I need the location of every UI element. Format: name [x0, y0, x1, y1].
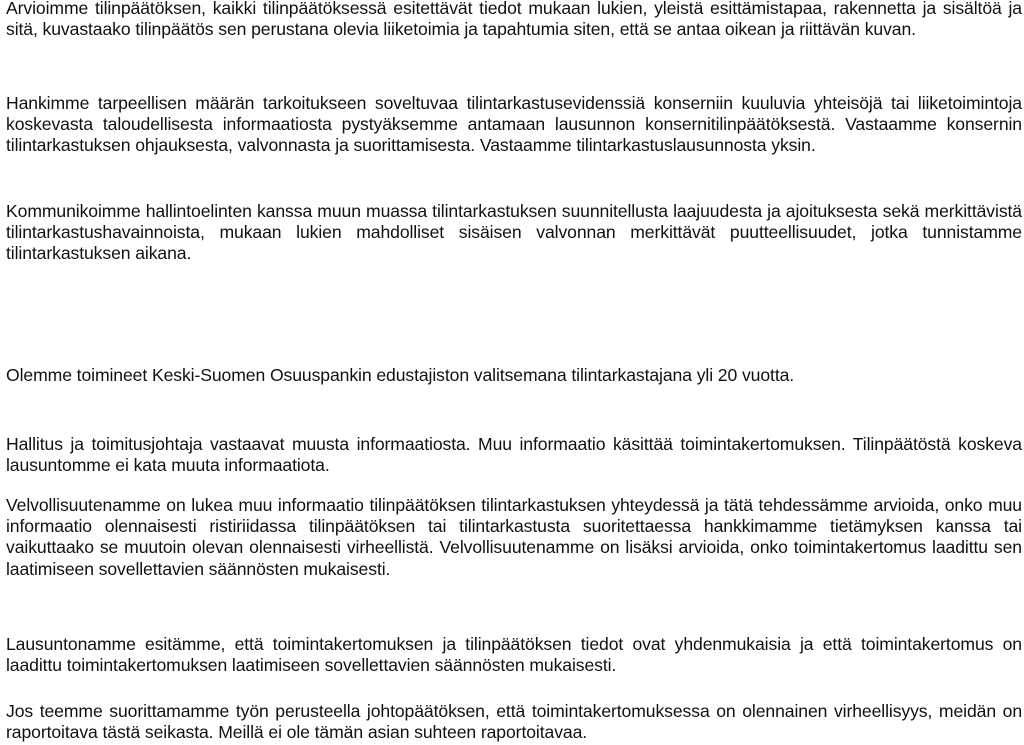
paragraph-other-information: Hallitus ja toimitusjohtaja vastaavat muusta informaatiosta. Muu informaatio käsittää toimintakertomuksen. Tilinpäätöstä koskeva lausuntomme ei kata muuta informaatiota.: [6, 434, 1022, 476]
paragraph-auditor-tenure: Olemme toimineet Keski-Suomen Osuuspankin edustajiston valitsemana tilintarkastajana yli 20 vuotta.: [6, 365, 795, 385]
paragraph-communication: Kommunikoimme hallintoelinten kanssa muun muassa tilintarkastuksen suunnitellusta laajuudesta ja ajoituksesta sekä merkittävistä tilintarkastushavainnoista, mukaan lukien mahdolliset sisäisen valvonnan merkittävät puutteellisuudet, jotka tunnistamme tilintarkastuksen aikana.: [6, 201, 1022, 264]
paragraph-evaluation: Arvioimme tilinpäätöksen, kaikki tilinpäätöksessä esitettävät tiedot mukaan lukien, yleistä esittämistapaa, rakennetta ja sisältöä ja sitä, kuvastaako tilinpäätös sen perustana olevia liiketoimia ja tapahtumia siten, että se antaa oikean ja riittävän kuvan.: [6, 0, 1022, 40]
paragraph-group-evidence: Hankimme tarpeellisen määrän tarkoitukseen soveltuvaa tilintarkastusevidenssiä konserniin kuuluvia yhteisöjä tai liiketoimintoja koskevasta taloudellisesta informaatiosta pystyäksemme antamaan lausunnon konsernitilinpäätöksestä. Vastaamme konsernin tilintarkastuksen ohjauksesta, valvonnasta ja suorittamisesta. Vastaamme tilintarkastuslausunnosta yksin.: [6, 93, 1022, 156]
paragraph-misstatement: Jos teemme suorittamamme työn perusteella johtopäätöksen, että toimintakertomuksessa on olennainen virheellisyys, meidän on raportoitava tästä seikasta. Meillä ei ole tämän asian suhteen raportoitavaa.: [6, 701, 1022, 743]
paragraph-opinion: Lausuntonamme esitämme, että toimintakertomuksen ja tilinpäätöksen tiedot ovat yhdenmukaisia ja että toimintakertomus on laadittu toimintakertomuksen laatimiseen sovellettavien säännösten mukaisesti.: [6, 634, 1022, 676]
paragraph-reading-duty: Velvollisuutenamme on lukea muu informaatio tilinpäätöksen tilintarkastuksen yhteydessä ja tätä tehdessämme arvioida, onko muu informaatio olennaisesti ristiriidassa tilinpäätöksen tai tilintarkastusta suoritettaessa hankkimamme tietämyksen kanssa tai vaikuttaako se muutoin olevan olennaisesti virheellistä. Velvollisuutenamme on lisäksi arvioida, onko toimintakertomus laadittu sen laatimiseen sovellettavien säännösten mukaisesti.: [6, 495, 1022, 579]
